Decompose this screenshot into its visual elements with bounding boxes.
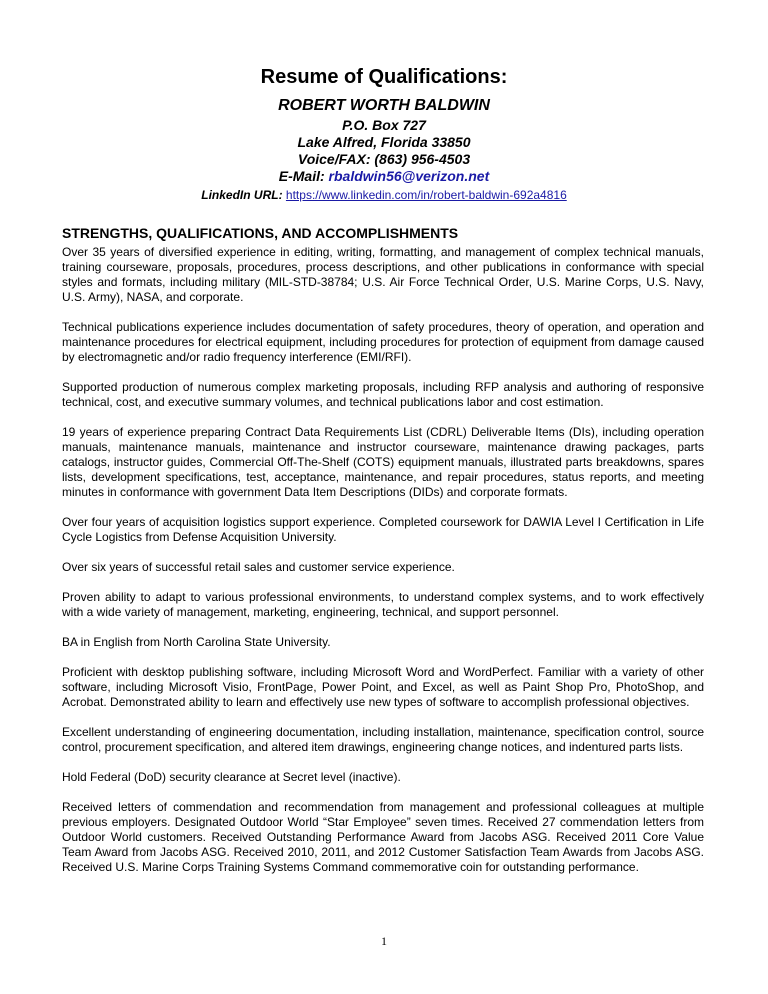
email-address[interactable]: rbaldwin56@verizon.net bbox=[328, 168, 490, 184]
section-heading: STRENGTHS, QUALIFICATIONS, AND ACCOMPLISHMENTS bbox=[62, 225, 459, 241]
page-number: 1 bbox=[381, 934, 387, 948]
qualifications-body bbox=[62, 245, 704, 890]
paragraph-marketing-proposals: Supported production of numerous complex marketing proposals, including RFP analysis and authoring of responsive technical, cost, and executive summary volumes, and technical publications labor and cost estimation. bbox=[62, 380, 704, 409]
paragraph-retail-sales: Over six years of successful retail sales and customer service experience. bbox=[62, 560, 455, 574]
linkedin-line bbox=[0, 187, 768, 203]
paragraph-commendations: Received letters of commendation and recommendation from management and professional colleagues at multiple previous employers. Designated Outdoor World “Star Employee” seven times. Received 27 commendation letters from Outdoor World customers. Received Outstanding Performance Award from Jacobs ASG. Received 2011 Core Value Team Award from Jacobs ASG. Received 2010, 2011, and 2012 Customer Satisfaction Team Awards from Jacobs ASG. Received U.S. Marine Corps Training Systems Command commemorative coin for outstanding performance. bbox=[62, 800, 704, 874]
city-state: Lake Alfred, Florida 33850 bbox=[297, 134, 471, 150]
paragraph-technical-publications: Technical publications experience includes documentation of safety procedures, theory of operation, and operation and maintenance procedures for electrical equipment, including procedures for protection of equipment from damage caused by electromagnetic and/or radio frequency interference (EMI/RFI). bbox=[62, 320, 704, 364]
document-title: Resume of Qualifications: bbox=[260, 66, 508, 88]
paragraph-engineering-documentation: Excellent understanding of engineering documentation, including installation, maintenance, specification control, source control, procurement specification, and altered item drawings, engineering change notices, and indentured parts lists. bbox=[62, 725, 704, 754]
resume-header bbox=[0, 64, 768, 203]
email-label: E-Mail: bbox=[278, 168, 329, 184]
po-box: P.O. Box 727 bbox=[342, 117, 426, 133]
candidate-name: ROBERT WORTH BALDWIN bbox=[278, 97, 490, 114]
email-line bbox=[0, 168, 768, 185]
linkedin-link[interactable]: https://www.linkedin.com/in/robert-baldwin-692a4816 bbox=[285, 188, 567, 202]
paragraph-software-skills: Proficient with desktop publishing software, including Microsoft Word and WordPerfect. Familiar with a variety of other software, including Microsoft Visio, FrontPage, Power Point, and Excel, as well as Paint Shop Pro, PhotoShop, and Acrobat. Demonstrated ability to learn and effectively use new types of software to accomplish professional objectives. bbox=[62, 665, 704, 709]
paragraph-experience-overview: Over 35 years of diversified experience in editing, writing, formatting, and management of complex technical manuals, training courseware, proposals, procedures, process descriptions, and other publications in conformance with special styles and formats, including military (MIL-STD-38784; U.S. Air Force Technical Order, U.S. Marine Corps, U.S. Navy, U.S. Army), NASA, and corporate. bbox=[62, 245, 704, 304]
paragraph-education: BA in English from North Carolina State University. bbox=[62, 635, 331, 649]
paragraph-acquisition-logistics: Over four years of acquisition logistics support experience. Completed coursework for DAWIA Level I Certification in Life Cycle Logistics from Defense Acquisition University. bbox=[62, 515, 704, 544]
paragraph-security-clearance: Hold Federal (DoD) security clearance at Secret level (inactive). bbox=[62, 770, 401, 784]
paragraph-adaptability: Proven ability to adapt to various professional environments, to understand complex systems, and to work effectively with a wide variety of management, marketing, engineering, technical, and support personnel. bbox=[62, 590, 704, 619]
phone-fax: Voice/FAX: (863) 956-4503 bbox=[297, 151, 471, 167]
linkedin-label: LinkedIn URL: bbox=[201, 188, 286, 202]
paragraph-cdrl-experience: 19 years of experience preparing Contract Data Requirements List (CDRL) Deliverable Items (DIs), including operation manuals, maintenance manuals, maintenance and instructor courseware, maintenance drawing packages, parts catalogs, instructor guides, Commercial Off-The-Shelf (COTS) equipment manuals, illustrated parts breakdowns, spares lists, development specifications, test, acceptance, maintenance, and repair procedures, status reports, and meeting minutes in conformance with government Data Item Descriptions (DIDs) and corporate formats. bbox=[62, 425, 704, 499]
